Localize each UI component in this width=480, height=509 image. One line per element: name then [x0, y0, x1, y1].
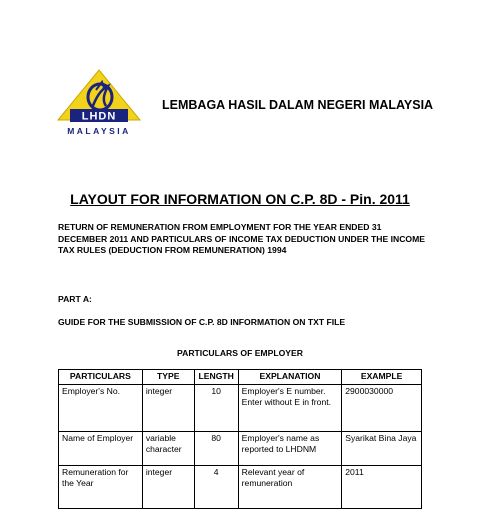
section-title: PARTICULARS OF EMPLOYER	[177, 348, 303, 358]
logo-text: LHDN	[81, 110, 117, 123]
document-title: LAYOUT FOR INFORMATION ON C.P. 8D - Pin. 2011	[70, 191, 410, 207]
cell-example: Syarikat Bina Jaya	[342, 432, 422, 466]
table-row	[59, 466, 422, 509]
table-row	[59, 385, 422, 432]
cell-length: 10	[194, 385, 238, 432]
cell-type: integer	[142, 385, 194, 432]
column-header-example: EXAMPLE	[342, 370, 422, 385]
return-description: RETURN OF REMUNERATION FROM EMPLOYMENT FOR THE YEAR ENDED 31 DECEMBER 2011 AND PARTICULARS OF INCOME TAX DEDUCTION UNDER THE INCOME TAX RULES (DEDUCTION FROM REMUNERATION) 1994	[58, 222, 426, 255]
lhdn-logo	[56, 68, 142, 138]
logo-subtext: MALAYSIA	[67, 126, 131, 136]
cell-length: 4	[194, 466, 238, 509]
cell-explanation: Employer's name as reported to LHDNM	[238, 432, 342, 466]
cell-type: integer	[142, 466, 194, 509]
cell-particulars: Employer's No.	[59, 385, 143, 432]
column-header-explanation: EXPLANATION	[238, 370, 342, 385]
cell-example: 2900030000	[342, 385, 422, 432]
cell-particulars: Name of Employer	[59, 432, 143, 466]
lhdn-emblem-icon	[56, 68, 142, 138]
column-header-length: LENGTH	[194, 370, 238, 385]
cell-type: variable character	[142, 432, 194, 466]
guide-heading: GUIDE FOR THE SUBMISSION OF C.P. 8D INFORMATION ON TXT FILE	[58, 317, 346, 327]
part-label: PART A:	[58, 294, 92, 304]
table-row	[59, 432, 422, 466]
cell-particulars: Remuneration for the Year	[59, 466, 143, 509]
employer-particulars-table	[58, 369, 422, 509]
cell-length: 80	[194, 432, 238, 466]
column-header-type: TYPE	[142, 370, 194, 385]
organization-name: LEMBAGA HASIL DALAM NEGERI MALAYSIA	[162, 98, 434, 112]
cell-explanation: Employer's E number. Enter without E in front.	[238, 385, 342, 432]
column-header-particulars: PARTICULARS	[59, 370, 143, 385]
cell-explanation: Relevant year of remuneration	[238, 466, 342, 509]
cell-example: 2011	[342, 466, 422, 509]
table-header-row	[59, 370, 422, 385]
